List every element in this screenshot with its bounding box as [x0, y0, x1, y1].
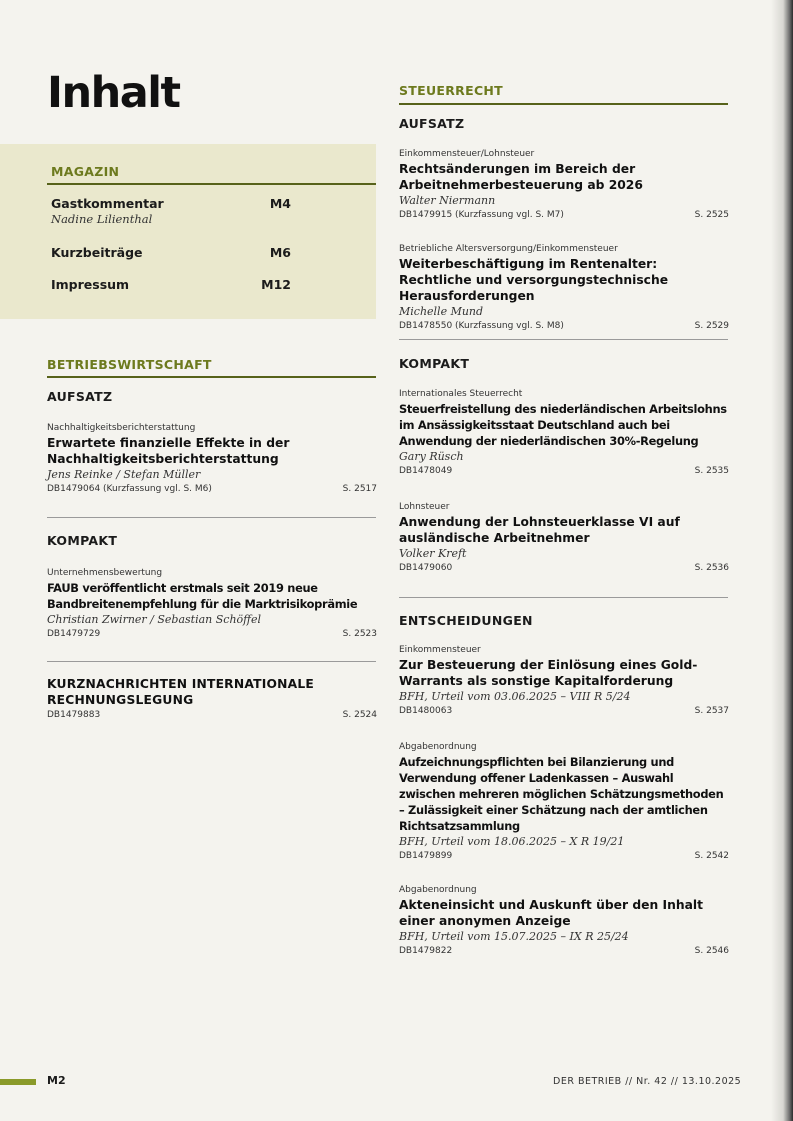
magazin-heading: MAGAZIN — [51, 164, 120, 179]
divider — [47, 517, 376, 518]
article-author: Gary Rüsch — [399, 450, 464, 463]
article-author: BFH, Urteil vom 18.06.2025 – X R 19/21 — [399, 835, 625, 848]
article-entry-kurznachrichten[interactable] — [47, 676, 377, 722]
article-category: Unternehmensbewertung — [47, 568, 163, 578]
article-author: Walter Niermann — [399, 194, 496, 207]
betriebswirtschaft-heading: BETRIEBSWIRTSCHAFT — [47, 357, 212, 372]
page-number: M2 — [47, 1074, 66, 1087]
article-doc-id: DB1479729 — [47, 629, 101, 639]
magazin-item-title: Impressum — [51, 277, 130, 292]
article-title: Anwendung der Lohnsteuerklasse VI auf ausländische Arbeitnehmer — [399, 515, 680, 545]
article-title: Zur Besteuerung der Einlösung eines Gold-Warrants als sonstige Kapitalforderung — [399, 658, 698, 688]
bw-kompakt-label: KOMPAKT — [47, 533, 118, 548]
article-entry[interactable] — [399, 884, 729, 958]
divider — [399, 339, 728, 340]
magazin-item-title: Kurzbeiträge — [51, 245, 143, 260]
article-title: Erwartete finanzielle Effekte in der Nachhaltigkeitsberichterstattung — [47, 436, 290, 466]
kurznachrichten-label: KURZNACHRICHTEN INTERNATIONALE RECHNUNGSLEGUNG — [47, 677, 314, 707]
article-entry[interactable] — [399, 148, 729, 222]
article-title: Steuerfreistellung des niederländischen Arbeitslohns im Ansässigkeitsstaat Deutschland auch bei Anwendung der niederländischen 30%-Regelung — [399, 402, 727, 448]
st-kompakt-label: KOMPAKT — [399, 356, 470, 371]
footer-accent-bar — [0, 1079, 36, 1085]
article-reference — [47, 627, 377, 641]
article-page: S. 2525 — [694, 210, 729, 220]
page-edge-shadow — [771, 0, 793, 1121]
article-reference — [399, 561, 729, 575]
st-entscheidungen-label: ENTSCHEIDUNGEN — [399, 613, 533, 628]
article-author: Michelle Mund — [399, 305, 484, 318]
divider — [47, 661, 376, 662]
article-entry[interactable] — [47, 567, 377, 641]
article-author: Christian Zwirner / Sebastian Schöffel — [47, 613, 261, 626]
article-reference — [399, 464, 729, 478]
steuerrecht-rule — [399, 103, 728, 105]
article-doc-id: DB1479883 — [47, 710, 101, 720]
magazin-item-page: M4 — [269, 196, 291, 211]
article-author: BFH, Urteil vom 15.07.2025 – IX R 25/24 — [399, 930, 629, 943]
bw-aufsatz-label: AUFSATZ — [47, 389, 113, 404]
article-reference — [399, 849, 729, 863]
article-author: Volker Kreft — [399, 547, 467, 560]
article-doc-id: DB1480063 — [399, 706, 453, 716]
article-page: S. 2537 — [694, 706, 729, 716]
article-doc-id: DB1479899 — [399, 851, 453, 861]
article-doc-id: DB1479915 (Kurzfassung vgl. S. M7) — [399, 210, 564, 220]
article-category: Internationales Steuerrecht — [399, 389, 523, 399]
article-category: Abgabenordnung — [399, 742, 477, 752]
article-title: FAUB veröffentlicht erstmals seit 2019 neue Bandbreitenempfehlung für die Marktrisikoprämie — [47, 581, 358, 611]
article-page: S. 2535 — [694, 466, 729, 476]
article-title: Akteneinsicht und Auskunft über den Inhalt einer anonymen Anzeige — [399, 898, 703, 928]
magazin-item-author: Nadine Lilienthal — [51, 212, 153, 226]
article-category: Betriebliche Altersversorgung/Einkommensteuer — [399, 244, 618, 254]
betriebswirtschaft-rule — [47, 376, 376, 378]
article-page: S. 2542 — [694, 851, 729, 861]
article-entry[interactable] — [399, 741, 729, 863]
article-page: S. 2523 — [342, 629, 377, 639]
article-doc-id: DB1479822 — [399, 946, 453, 956]
magazin-rule — [47, 183, 376, 185]
magazin-item-kurzbeitraege[interactable] — [51, 245, 291, 260]
article-entry[interactable] — [399, 243, 729, 333]
magazin-item-title: Gastkommentar — [51, 196, 164, 211]
article-author: BFH, Urteil vom 03.06.2025 – VIII R 5/24 — [399, 690, 631, 703]
article-doc-id: DB1479064 (Kurzfassung vgl. S. M6) — [47, 484, 212, 494]
article-page: S. 2524 — [342, 710, 377, 720]
article-doc-id: DB1479060 — [399, 563, 453, 573]
article-author: Jens Reinke / Stefan Müller — [47, 468, 201, 481]
publication-info: DER BETRIEB // Nr. 42 // 13.10.2025 — [553, 1076, 742, 1087]
steuerrecht-heading: STEUERRECHT — [399, 83, 504, 98]
article-reference — [399, 319, 729, 333]
divider — [399, 597, 728, 598]
article-title: Aufzeichnungspflichten bei Bilanzierung und Verwendung offener Ladenkassen – Auswahl zwischen mehreren möglichen Schätzungsmethoden – Zulässigkeit einer Schätzung nach der amtlichen Richtsatzsammlung — [399, 755, 724, 833]
article-title: Weiterbeschäftigung im Rentenalter: Rechtliche und versorgungstechnische Herausforderungen — [399, 257, 669, 303]
article-page: S. 2546 — [694, 946, 729, 956]
article-category: Nachhaltigkeitsberichterstattung — [47, 423, 196, 433]
article-reference — [399, 944, 729, 958]
article-entry[interactable] — [399, 501, 729, 575]
article-category: Einkommensteuer/Lohnsteuer — [399, 149, 535, 159]
article-entry[interactable] — [399, 388, 729, 478]
article-reference — [47, 708, 377, 722]
article-reference — [399, 704, 729, 718]
article-category: Abgabenordnung — [399, 885, 477, 895]
article-entry[interactable] — [47, 422, 377, 496]
article-page: S. 2517 — [342, 484, 377, 494]
article-doc-id: DB1478550 (Kurzfassung vgl. S. M8) — [399, 321, 564, 331]
article-page: S. 2529 — [694, 321, 729, 331]
magazin-item-page: M12 — [261, 277, 291, 292]
article-title: Rechtsänderungen im Bereich der Arbeitnehmerbesteuerung ab 2026 — [399, 162, 643, 192]
article-entry[interactable] — [399, 644, 729, 718]
article-reference — [47, 482, 377, 496]
page-title: Inhalt — [47, 68, 180, 118]
article-category: Einkommensteuer — [399, 645, 481, 655]
article-page: S. 2536 — [694, 563, 729, 573]
article-doc-id: DB1478049 — [399, 466, 453, 476]
magazin-item-impressum[interactable] — [51, 277, 291, 292]
st-aufsatz-label: AUFSATZ — [399, 116, 465, 131]
magazin-item-gastkommentar[interactable] — [51, 196, 291, 211]
article-category: Lohnsteuer — [399, 502, 450, 512]
magazin-item-page: M6 — [269, 245, 291, 260]
article-reference — [399, 208, 729, 222]
